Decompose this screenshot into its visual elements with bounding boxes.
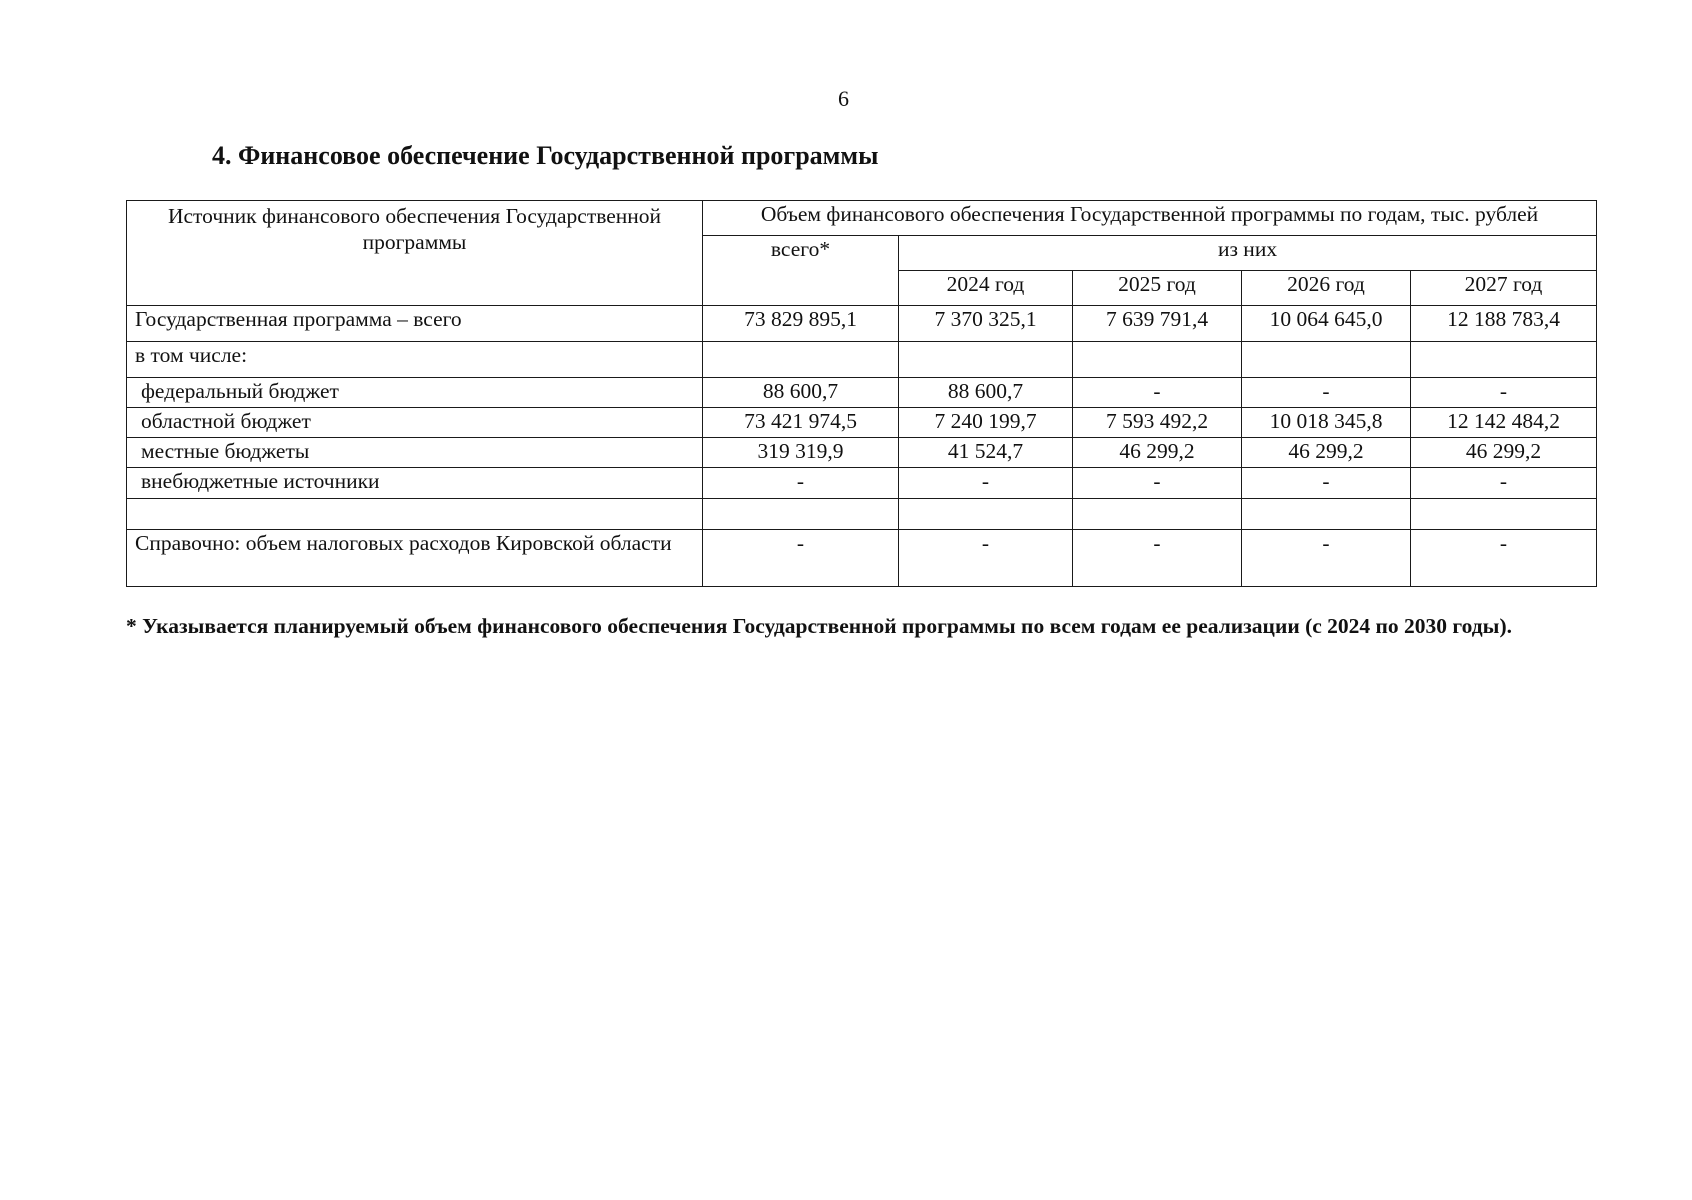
row-value: 10 064 645,0: [1242, 306, 1411, 342]
header-volume: Объем финансового обеспечения Государственной программы по годам, тыс. рублей: [703, 201, 1597, 236]
table-header-row: [127, 201, 1597, 236]
table-row: [127, 342, 1597, 378]
row-value: 12 188 783,4: [1411, 306, 1597, 342]
row-value: 12 142 484,2: [1411, 408, 1597, 438]
row-value: -: [899, 468, 1073, 499]
row-label: местные бюджеты: [127, 438, 703, 468]
row-total: -: [703, 468, 899, 499]
header-year: 2027 год: [1411, 271, 1597, 306]
header-year: 2026 год: [1242, 271, 1411, 306]
row-value: 41 524,7: [899, 438, 1073, 468]
row-label: внебюджетные источники: [127, 468, 703, 499]
table-row: [127, 468, 1597, 499]
row-value: -: [1073, 378, 1242, 408]
row-value: -: [1242, 468, 1411, 499]
row-value: 88 600,7: [899, 378, 1073, 408]
footnote: * Указывается планируемый объем финансового обеспечения Государственной программы по всем годам ее реализации (с 2024 по 2030 годы).: [126, 614, 1512, 638]
row-value: 7 370 325,1: [899, 306, 1073, 342]
row-total: 73 829 895,1: [703, 306, 899, 342]
row-value: [1242, 342, 1411, 378]
table-row: [127, 438, 1597, 468]
table-row: [127, 530, 1597, 587]
table-row: [127, 499, 1597, 530]
row-value: -: [1073, 530, 1242, 587]
row-total: -: [703, 530, 899, 587]
row-value: [1073, 342, 1242, 378]
row-value: [1073, 499, 1242, 530]
row-value: -: [1411, 468, 1597, 499]
row-value: -: [899, 530, 1073, 587]
row-value: [1411, 499, 1597, 530]
row-label: в том числе:: [127, 342, 703, 378]
header-year: 2024 год: [899, 271, 1073, 306]
table-row: [127, 378, 1597, 408]
row-value: [1242, 499, 1411, 530]
row-value: [899, 499, 1073, 530]
row-value: -: [1411, 378, 1597, 408]
row-label: [127, 499, 703, 530]
table-row: [127, 408, 1597, 438]
row-value: -: [1073, 468, 1242, 499]
row-total: 88 600,7: [703, 378, 899, 408]
row-value: 7 593 492,2: [1073, 408, 1242, 438]
row-label: федеральный бюджет: [127, 378, 703, 408]
row-value: 10 018 345,8: [1242, 408, 1411, 438]
row-total: [703, 499, 899, 530]
funding-table: [126, 200, 1597, 587]
row-total: [703, 342, 899, 378]
header-year: 2025 год: [1073, 271, 1242, 306]
row-value: 7 639 791,4: [1073, 306, 1242, 342]
header-total: всего*: [703, 236, 899, 306]
header-of-them: из них: [899, 236, 1597, 271]
row-value: -: [1242, 530, 1411, 587]
row-value: [1411, 342, 1597, 378]
row-total: 73 421 974,5: [703, 408, 899, 438]
header-source: Источник финансового обеспечения Государственной программы: [127, 201, 703, 306]
row-value: [899, 342, 1073, 378]
row-label: Государственная программа – всего: [127, 306, 703, 342]
row-value: 46 299,2: [1411, 438, 1597, 468]
row-value: -: [1242, 378, 1411, 408]
row-value: 7 240 199,7: [899, 408, 1073, 438]
section-title: 4. Финансовое обеспечение Государственной программы: [212, 141, 879, 170]
row-label: Справочно: объем налоговых расходов Кировской области: [127, 530, 703, 587]
row-value: 46 299,2: [1242, 438, 1411, 468]
row-value: -: [1411, 530, 1597, 587]
page-number: 6: [838, 86, 849, 111]
row-value: 46 299,2: [1073, 438, 1242, 468]
row-label: областной бюджет: [127, 408, 703, 438]
table-row: [127, 306, 1597, 342]
row-total: 319 319,9: [703, 438, 899, 468]
